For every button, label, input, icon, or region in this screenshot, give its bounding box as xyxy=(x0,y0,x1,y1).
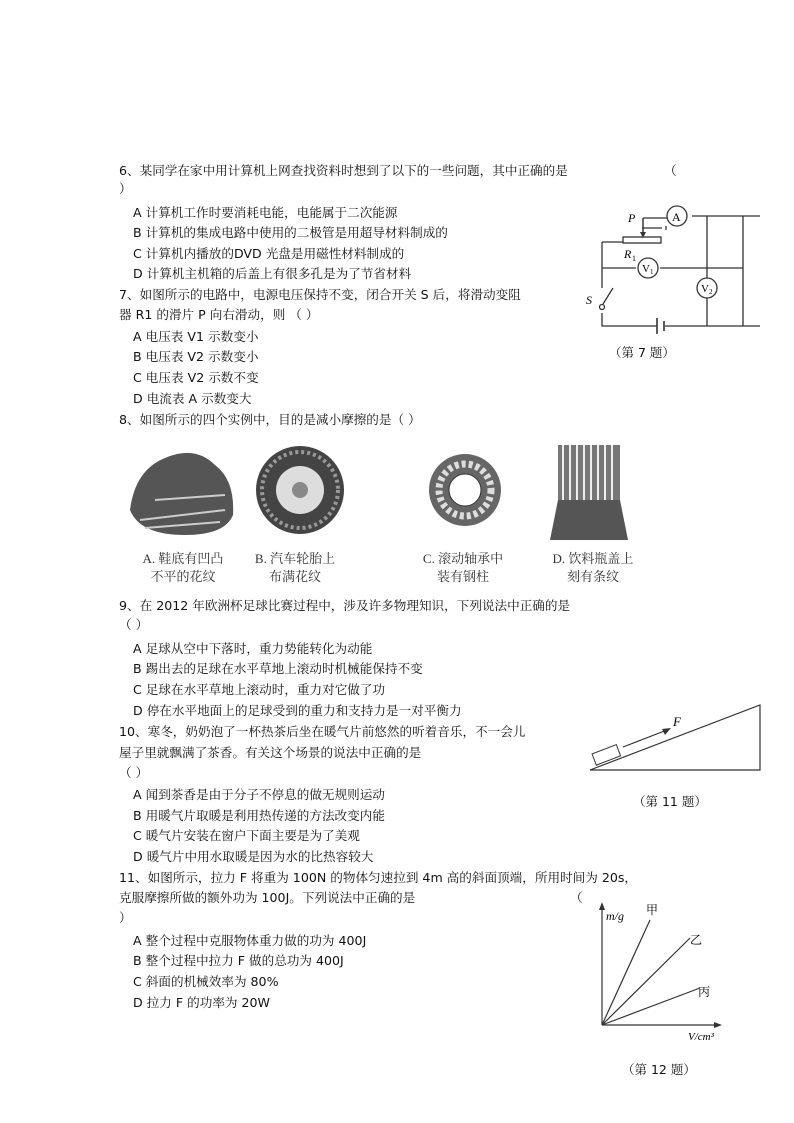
bearing-image xyxy=(429,454,501,526)
v1-label: V xyxy=(642,263,650,275)
mass-volume-graph-q12 xyxy=(590,900,730,1040)
circuit-diagram-q7 xyxy=(580,200,760,360)
q7-option-c: C 电压表 V2 示数不变 xyxy=(133,370,259,385)
q9-option-c: C 足球在水平草地上滚动时，重力对它做了功 xyxy=(133,682,386,697)
q8-stem: 8、如图所示的四个实例中，目的是减小摩擦的是（ ） xyxy=(119,412,421,427)
svg-text:2: 2 xyxy=(709,288,713,296)
q6-stem: 6、某同学在家中用计算机上网查找资料时想到了以下的一些问题，其中正确的是 xyxy=(119,163,568,178)
bottle-cap-image xyxy=(550,445,628,540)
q9-option-d: D 停在水平地面上的足球受到的重力和支持力是一对平衡力 xyxy=(133,703,462,718)
x-axis-label: V/cm³ xyxy=(688,1031,714,1040)
force-label: F xyxy=(673,714,681,729)
picture-a-caption: A. 鞋底有凹凸 不平的花纹 xyxy=(142,551,224,584)
q7-stem-2: 器 R1 的滑片 P 向右滑动，则 （ ） xyxy=(119,307,319,322)
line-yi-label: 乙 xyxy=(690,933,703,947)
q11-stem: 11、如图所示，拉力 F 将重为 100N 的物体匀速拉到 4m 高的斜面顶端，所用时间为 20s， xyxy=(119,870,638,885)
slider-label: P xyxy=(628,211,636,225)
q9-option-b: B 踢出去的足球在水平草地上滚动时机械能保持不变 xyxy=(133,661,423,676)
q10-option-b: B 用暖气片取暖是利用热传递的方法改变内能 xyxy=(133,808,385,823)
q10-option-a: A 闻到茶香是由于分子不停息的做无规则运动 xyxy=(133,787,385,802)
r1-label: R xyxy=(624,247,632,261)
q6-option-a: A 计算机工作时要消耗电能，电能属于二次能源 xyxy=(133,205,398,220)
line-bing-label: 丙 xyxy=(698,985,711,999)
q11-stem-end: ） xyxy=(119,910,132,925)
fig7-caption: （第 7 题） xyxy=(609,345,675,360)
q6-paren: （ xyxy=(664,163,677,178)
q7-option-a: A 电压表 V1 示数变小 xyxy=(133,329,259,344)
q11-option-d: D 拉力 F 的功率为 20W xyxy=(133,995,270,1010)
q7-option-b: B 电压表 V2 示数变小 xyxy=(133,349,259,364)
svg-text:1: 1 xyxy=(650,268,654,276)
q6-option-b: B 计算机的集成电路中使用的二极管是用超导材料制成的 xyxy=(133,225,448,240)
picture-d-caption: D. 饮料瓶盖上 刻有条纹 xyxy=(552,551,634,584)
picture-b-caption: B. 汽车轮胎上 布满花纹 xyxy=(254,551,336,584)
svg-text:1: 1 xyxy=(632,254,636,263)
q9-paren: （ ） xyxy=(119,617,149,632)
q7-option-d: D 电流表 A 示数变大 xyxy=(133,391,252,406)
q11-option-b: B 整个过程中拉力 F 做的总功为 400J xyxy=(133,953,344,968)
q6-stem-end: ） xyxy=(119,181,132,196)
shoe-image xyxy=(130,453,233,535)
q10-paren: （ ） xyxy=(119,765,149,780)
q11-stem-2: 克服摩擦所做的额外功为 100J。下列说法中正确的是 xyxy=(119,890,416,905)
q10-option-d: D 暖气片中用水取暖是因为水的比热容较大 xyxy=(133,849,374,864)
q11-option-c: C 斜面的机械效率为 80% xyxy=(133,974,279,989)
fig11-caption: （第 11 题） xyxy=(633,794,707,809)
switch-label: S xyxy=(586,293,592,307)
v2-label: V xyxy=(701,283,709,295)
line-jia-label: 甲 xyxy=(646,903,659,917)
q8-pictures xyxy=(125,440,645,545)
y-axis-label: m/g xyxy=(606,909,624,923)
q11-option-a: A 整个过程中克服物体重力做的功为 400J xyxy=(133,933,367,948)
fig12-caption: （第 12 题） xyxy=(622,1062,696,1077)
picture-c-caption: C. 滚动轴承中 装有钢柱 xyxy=(422,551,504,584)
ammeter-label: A xyxy=(672,210,681,224)
q6-option-c: C 计算机内播放的DVD 光盘是用磁性材料制成的 xyxy=(133,246,405,261)
q9-stem: 9、在 2012 年欧洲杯足球比赛过程中，涉及许多物理知识，下列说法中正确的是 xyxy=(119,598,571,613)
q11-paren: （ xyxy=(570,890,583,905)
tire-image xyxy=(256,446,344,534)
incline-diagram-q11 xyxy=(585,700,765,775)
q6-option-d: D 计算机主机箱的后盖上有很多孔是为了节省材料 xyxy=(133,266,412,281)
q9-option-a: A 足球从空中下落时，重力势能转化为动能 xyxy=(133,641,373,656)
q10-option-c: C 暖气片安装在窗户下面主要是为了美观 xyxy=(133,828,360,843)
q10-stem-2: 屋子里就飘满了茶香。有关这个场景的说法中正确的是 xyxy=(119,745,422,760)
q10-stem: 10、寒冬，奶奶泡了一杯热茶后坐在暖气片前悠然的听着音乐，不一会儿 xyxy=(119,724,526,739)
q7-stem: 7、如图所示的电路中，电源电压保持不变，闭合开关 S 后，将滑动变阻 xyxy=(119,287,521,302)
